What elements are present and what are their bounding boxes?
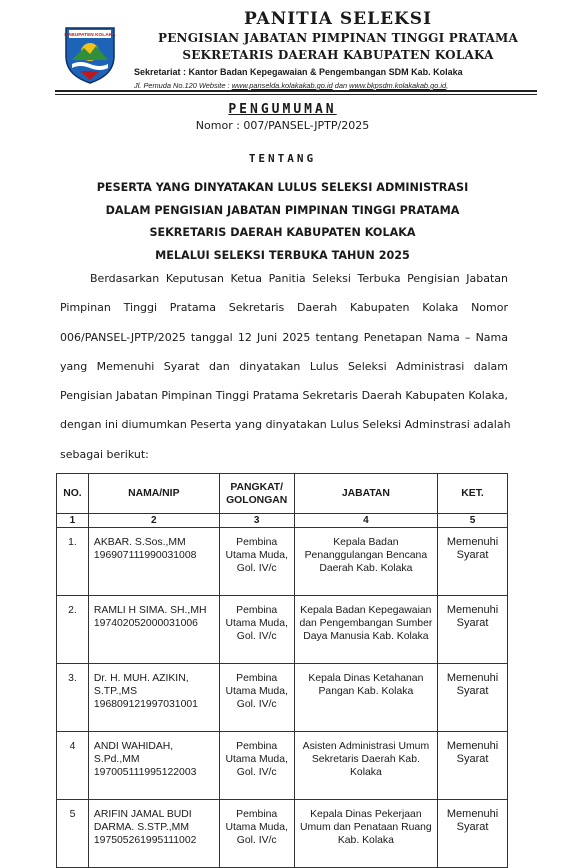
- paragraph-line: Berdasarkan Keputusan Ketua Panitia Seleksi Terbuka Pengisian Jabatan: [90, 272, 508, 285]
- participant-rank-line: Gol. IV/c: [236, 631, 277, 642]
- participant-rank: [219, 664, 294, 732]
- participant-rank-line: Gol. IV/c: [236, 699, 277, 710]
- participant-rank-line: Gol. IV/c: [236, 563, 277, 574]
- participant-rank-line: Pembina: [236, 741, 278, 752]
- participant-remarks: [438, 528, 508, 596]
- participant-name-nip-line: 196809121997031001: [93, 699, 198, 710]
- participant-name-nip-line: RAMLI H SIMA. SH.,MH: [93, 605, 207, 616]
- participant-name-nip-line: AKBAR. S.Sos.,MM: [93, 537, 186, 548]
- participant-name-nip-line: S.TP.,MS: [93, 686, 138, 697]
- paragraph-line: sebagai berikut:: [60, 447, 149, 461]
- column-number: 3: [219, 514, 294, 528]
- participant-rank: [219, 596, 294, 664]
- participant-name-nip: [88, 528, 219, 596]
- column-number: 5: [438, 514, 508, 528]
- participant-number: 2.: [57, 596, 89, 664]
- letterhead-rule-thin: [55, 94, 537, 95]
- participant-name-nip-line: Dr. H. MUH. AZIKIN,: [93, 673, 189, 684]
- logo-lettering: KABUPATEN KOLAKA: [64, 33, 116, 39]
- participant-position-line: dan Pengembangan Sumber: [299, 618, 433, 629]
- participant-position-line: Umum dan Penataan Ruang: [300, 822, 432, 833]
- about-heading: TENTANG: [248, 152, 317, 165]
- participant-name-nip-line: 197402052000031006: [93, 618, 198, 629]
- participant-rank-line: Utama Muda,: [225, 754, 288, 765]
- participant-remarks-line: Syarat: [456, 685, 489, 697]
- participant-position-line: Kab. Kolaka: [337, 835, 394, 846]
- column-number: 1: [57, 514, 89, 528]
- participant-rank-line: Pembina: [236, 605, 278, 616]
- header-rank-grade: [219, 474, 294, 514]
- participant-rank: [219, 528, 294, 596]
- header-name-nip: NAMA/NIP: [88, 474, 219, 514]
- participant-number: 3.: [57, 664, 89, 732]
- participant-remarks-line: Syarat: [456, 821, 489, 833]
- participant-position: [294, 732, 437, 800]
- participant-rank-line: Utama Muda,: [225, 550, 288, 561]
- participant-rank-line: Pembina: [236, 809, 278, 820]
- participant-name-nip: [88, 596, 219, 664]
- participant-remarks-line: Memenuhi: [446, 808, 499, 820]
- participant-name-nip-line: ARIFIN JAMAL BUDI: [93, 809, 192, 820]
- participants-table: [56, 473, 508, 868]
- participant-rank-line: Utama Muda,: [225, 618, 288, 629]
- participant-rank-line: Utama Muda,: [225, 822, 288, 833]
- participant-position-line: Kepala Dinas Ketahanan: [308, 673, 424, 684]
- participant-position-line: Asisten Administrasi Umum: [302, 741, 430, 752]
- table-row: [57, 664, 508, 732]
- participant-rank-line: Pembina: [236, 673, 278, 684]
- participant-position-line: Kepala Dinas Pekerjaan: [310, 809, 422, 820]
- participant-remarks: [438, 800, 508, 868]
- website-link-bkpsdm[interactable]: www.bkpsdm.kolakakab.go.id: [349, 81, 447, 90]
- address-mid: dan: [332, 81, 350, 90]
- paragraph-line: dengan ini diumumkan Peserta yang dinyatakan Lulus Seleksi Adminstrasi adalah: [60, 418, 511, 432]
- table-row: [57, 528, 508, 596]
- header-remarks: KET.: [438, 474, 508, 514]
- address-suffix: ,: [446, 81, 449, 90]
- participant-rank-line: Utama Muda,: [225, 686, 288, 697]
- participant-rank: [219, 732, 294, 800]
- table-header-row: [57, 474, 508, 514]
- participant-position-line: Sekretaris Daerah Kab.: [311, 754, 420, 765]
- participant-position: [294, 800, 437, 868]
- participant-remarks-line: Memenuhi: [446, 672, 499, 684]
- participant-position: [294, 596, 437, 664]
- participant-remarks-line: Syarat: [456, 617, 489, 629]
- participant-position-line: Penanggulangan Bencana: [304, 550, 428, 561]
- participant-number: 1.: [57, 528, 89, 596]
- column-number: 2: [88, 514, 219, 528]
- participant-rank-line: Gol. IV/c: [236, 835, 277, 846]
- participant-name-nip: [88, 732, 219, 800]
- participant-name-nip-line: 197005111995122003: [93, 767, 197, 778]
- subject-line: SEKRETARIS DAERAH KABUPATEN KOLAKA: [149, 226, 416, 239]
- participant-position-line: Daya Manusia Kab. Kolaka: [303, 631, 429, 642]
- participant-name-nip-line: DARMA. S.STP.,MM: [93, 822, 189, 833]
- letterhead-regency: SEKRETARIS DAERAH KABUPATEN KOLAKA: [182, 48, 494, 62]
- paragraph-line: yang Memenuhi Syarat dan dinyatakan Lulus Seleksi Administrasi dalam: [60, 359, 508, 373]
- participant-remarks-line: Memenuhi: [446, 740, 499, 752]
- table-row: [57, 800, 508, 868]
- participant-position-line: Pangan Kab. Kolaka: [318, 686, 414, 697]
- table-row: [57, 732, 508, 800]
- header-rank-line: PANGKAT/ GOLONGAN: [226, 481, 288, 506]
- letterhead-position: PENGISIAN JABATAN PIMPINAN TINGGI PRATAMA: [157, 31, 519, 45]
- header-position: JABATAN: [294, 474, 437, 514]
- letterhead-secretariat: Sekretariat : Kantor Badan Kepegawaian & Pengembangan SDM Kab. Kolaka: [134, 67, 463, 77]
- subject-line: MELALUI SELEKSI TERBUKA TAHUN 2025: [155, 248, 410, 262]
- participant-remarks-line: Memenuhi: [446, 536, 499, 548]
- letterhead-committee: PANITIA SELEKSI: [243, 9, 433, 29]
- participant-number: 5: [57, 800, 89, 868]
- participant-remarks: [438, 596, 508, 664]
- participant-name-nip-line: 196907111990031008: [93, 550, 197, 561]
- participant-position: [294, 528, 437, 596]
- participant-name-nip: [88, 664, 219, 732]
- participant-position: [294, 664, 437, 732]
- participant-rank-line: Gol. IV/c: [236, 767, 277, 778]
- address-prefix: Jl. Pemuda No.120 Website :: [134, 81, 232, 90]
- website-link-panselda[interactable]: www.panselda.kolakakab.go.id: [231, 81, 333, 90]
- participant-position-line: Kolaka: [349, 767, 382, 778]
- participant-remarks-line: Memenuhi: [446, 604, 499, 616]
- letterhead-rule-thick: [55, 90, 537, 92]
- paragraph-line: Pimpinan Tinggi Pratama Sekretaris Daerah Kabupaten Kolaka Nomor: [60, 301, 508, 315]
- participant-name-nip-line: ANDI WAHIDAH,: [93, 741, 174, 752]
- participant-remarks-line: Syarat: [456, 753, 489, 765]
- paragraph-line: Pengisian Jabatan Pimpinan Tinggi Pratama Sekretaris Daerah Kabupaten Kolaka,: [60, 389, 508, 403]
- announcement-title-text: PENGUMUMAN: [228, 102, 337, 117]
- column-number: 4: [294, 514, 437, 528]
- letterhead: [128, 8, 548, 92]
- participant-position-line: Kepala Badan Kepegawaian: [300, 605, 432, 616]
- subject-line: PESERTA YANG DINYATAKAN LULUS SELEKSI ADMINISTRASI: [96, 181, 469, 194]
- participant-rank: [219, 800, 294, 868]
- participant-position-line: Daerah Kab. Kolaka: [319, 563, 413, 574]
- participant-name-nip-line: S.Pd.,MM: [93, 754, 140, 765]
- participant-remarks-line: Syarat: [456, 549, 489, 561]
- participant-remarks: [438, 732, 508, 800]
- header-no: NO.: [57, 474, 89, 514]
- paragraph-line: 006/PANSEL-JPTP/2025 tanggal 12 Juni 2025 tentang Penetapan Nama – Nama: [60, 330, 508, 344]
- announcement-subject: [0, 177, 565, 267]
- kolaka-regency-logo: [60, 22, 120, 84]
- column-number-row: [57, 514, 508, 528]
- participant-remarks: [438, 664, 508, 732]
- participant-name-nip: [88, 800, 219, 868]
- participant-number: 4: [57, 732, 89, 800]
- participant-position-line: Kepala Badan: [333, 537, 399, 548]
- announcement-paragraph: [60, 264, 511, 469]
- participant-rank-line: Pembina: [236, 537, 278, 548]
- subject-line: DALAM PENGISIAN JABATAN PIMPINAN TINGGI PRATAMA: [105, 203, 460, 217]
- announcement-title: [0, 102, 565, 117]
- announcement-number: Nomor : 007/PANSEL-JPTP/2025: [195, 119, 370, 132]
- participant-name-nip-line: 197505261995111002: [93, 835, 197, 846]
- table-row: [57, 596, 508, 664]
